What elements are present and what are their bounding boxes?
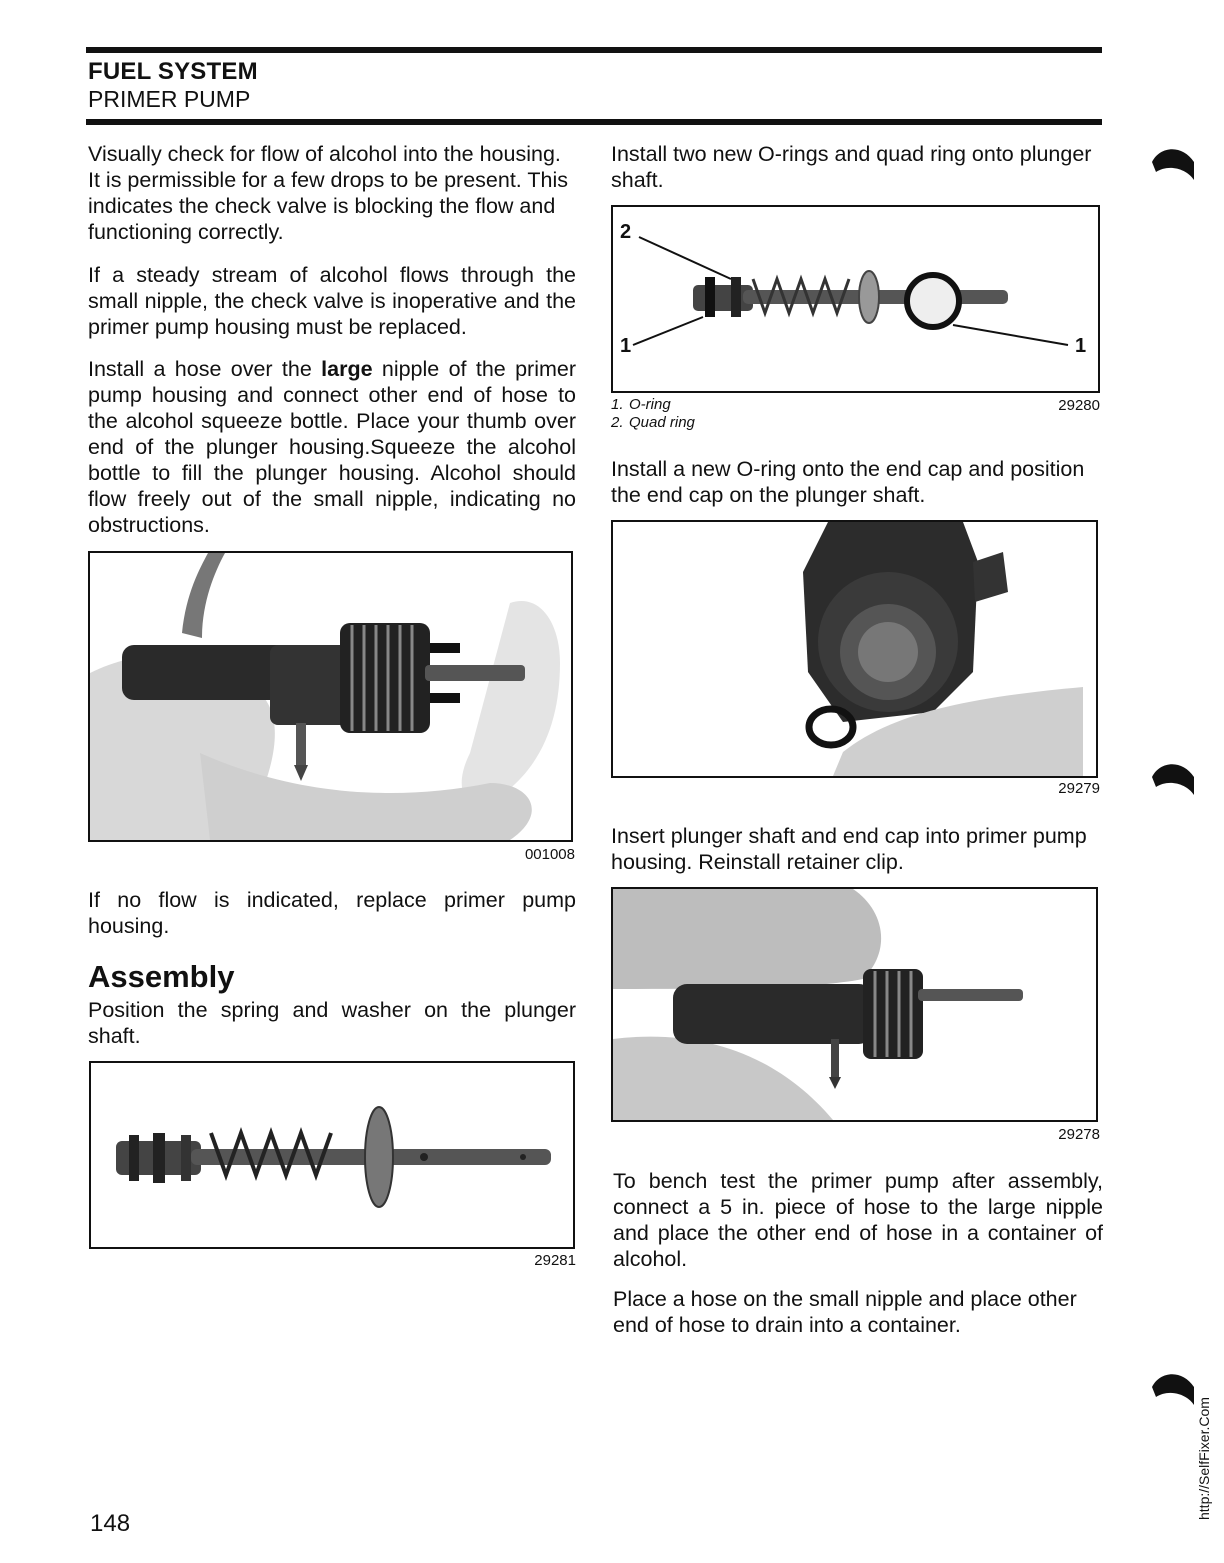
left-paragraph-5: Position the spring and washer on the plunger shaft. <box>88 998 576 1048</box>
callout-1-o-ring-left: 1 <box>620 335 632 357</box>
photo-hand-holding-pump-housing <box>90 553 571 840</box>
photo-plunger-inserted-housing <box>613 889 1096 1120</box>
page-number: 148 <box>90 1510 131 1537</box>
section-title: FUEL SYSTEM <box>88 58 258 85</box>
p3-text-after: nipple of the primer pump housing and connect other end of hose to the alcohol squeeze bottle. Place your thumb over end of the plunger housing.Squeeze the alcohol bottle to fill the plunger housing. Alcohol should flow freely out of the small nipple, indicating no obstructions. <box>88 357 576 537</box>
figure-end-cap-o-ring <box>611 520 1098 778</box>
legend-label: Quad ring <box>629 414 695 431</box>
right-paragraph-1: Install two new O-rings and quad ring onto plunger shaft. <box>611 142 1092 192</box>
figure-1-number: 001008 <box>524 846 575 863</box>
watermark-url: http://SelfFixer.Com <box>1196 1397 1212 1520</box>
right-paragraph-5: Place a hose on the small nipple and place other end of hose to drain into a container. <box>613 1287 1077 1337</box>
photo-plunger-with-o-rings <box>613 207 1098 391</box>
binder-hole-mark-middle <box>1150 755 1200 805</box>
figure-primer-pump-flow-check <box>88 551 573 842</box>
figure-o-rings-quad-ring <box>611 205 1100 393</box>
figure-3-legend <box>611 396 911 432</box>
figure-insert-plunger <box>611 887 1098 1122</box>
left-paragraph-3 <box>88 356 576 538</box>
topic-title: PRIMER PUMP <box>88 86 251 112</box>
figure-5-number: 29278 <box>1058 1126 1100 1143</box>
legend-number: 2. <box>611 414 624 431</box>
legend-item-o-ring <box>611 396 911 414</box>
header-rule-top <box>86 47 1102 53</box>
right-paragraph-4: To bench test the primer pump after assembly, connect a 5 in. piece of hose to the large nipple and place the other end of hose in a container of alcohol. <box>613 1169 1103 1271</box>
figure-spring-washer-plunger <box>89 1061 575 1249</box>
legend-number: 1. <box>611 396 624 413</box>
photo-end-cap-in-fingers <box>613 522 1096 776</box>
callout-2-quad-ring: 2 <box>620 221 632 243</box>
figure-2-number: 29281 <box>534 1252 576 1269</box>
right-paragraph-3: Insert plunger shaft and end cap into primer pump housing. Reinstall retainer clip. <box>611 824 1087 874</box>
p3-text-before: Install a hose over the <box>88 357 322 381</box>
left-paragraph-1: Visually check for flow of alcohol into the housing. It is permissible for a few drops to be present. This indicates the check valve is blocking the flow and functioning correctly. <box>88 142 568 244</box>
legend-item-quad-ring <box>611 414 911 432</box>
right-paragraph-2: Install a new O-ring onto the end cap and position the end cap on the plunger shaft. <box>611 457 1085 507</box>
figure-3-number: 29280 <box>1058 397 1100 414</box>
heading-assembly: Assembly <box>88 959 235 994</box>
photo-plunger-shaft-spring <box>91 1063 573 1247</box>
binder-hole-mark-bottom <box>1150 1365 1200 1415</box>
left-paragraph-2: If a steady stream of alcohol flows through the small nipple, the check valve is inoperative and the primer pump housing must be replaced. <box>88 263 576 339</box>
p3-bold-word: large <box>321 357 373 381</box>
figure-4-number: 29279 <box>1058 780 1100 797</box>
header-rule-bottom <box>86 119 1102 125</box>
binder-hole-mark-top <box>1150 140 1200 190</box>
left-paragraph-4: If no flow is indicated, replace primer pump housing. <box>88 888 576 938</box>
legend-label: O-ring <box>629 396 671 413</box>
callout-1-o-ring-right: 1 <box>1075 335 1087 357</box>
